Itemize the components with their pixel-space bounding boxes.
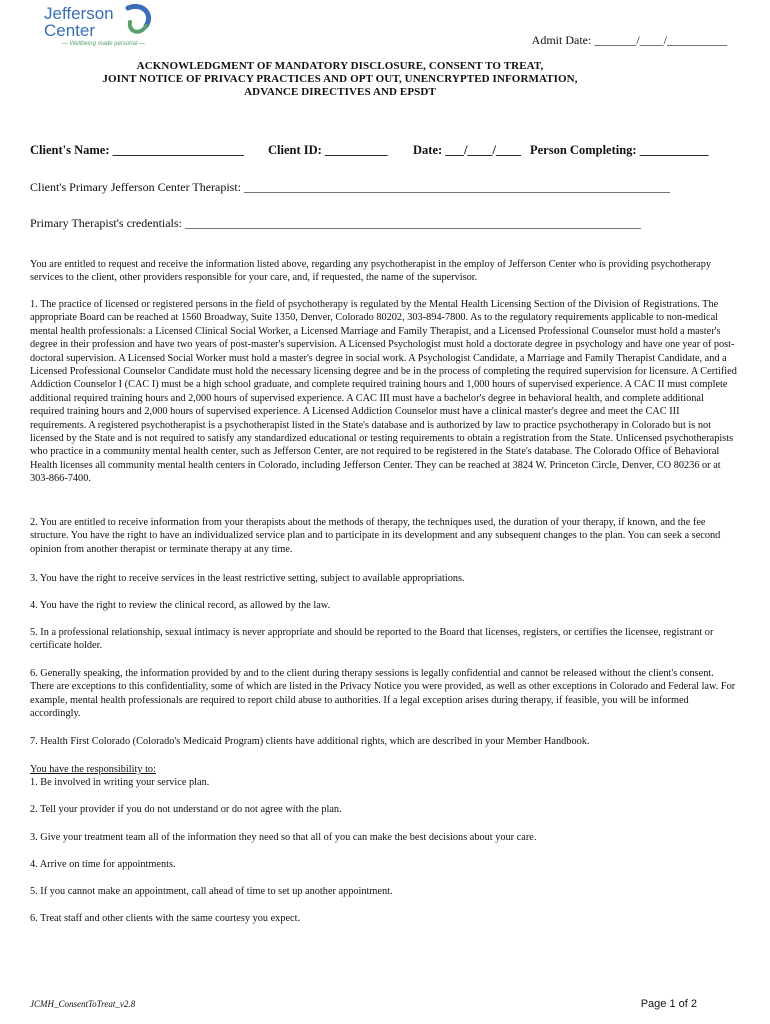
intro-paragraph: You are entitled to request and receive the information listed above, regarding any psychotherapist in the employ of Jefferson Center who is providing psychotherapy services to the client, other providers responsible for your care, and, if requested, the name of the supervisor.	[30, 259, 712, 284]
responsibility-item-4: 4. Arrive on time for appointments.	[30, 859, 176, 870]
therapist-credentials-field[interactable]: Primary Therapist's credentials: ____________________________________________________________________________	[30, 216, 641, 230]
disclosure-item-7: 7. Health First Colorado (Colorado's Medicaid Program) clients have additional rights, which are described in your Member Handbook.	[30, 736, 590, 747]
page-number: Page 1 of 2	[640, 998, 697, 1010]
client-name-field[interactable]: Client's Name: _____________________	[30, 143, 244, 157]
logo-word-1: Jefferson	[44, 4, 114, 23]
responsibility-item-2: 2. Tell your provider if you do not understand or do not agree with the plan.	[30, 804, 342, 815]
date-field[interactable]: Date: ___/____/____	[413, 143, 521, 157]
responsibility-item-5: 5. If you cannot make an appointment, call ahead of time to set up another appointment.	[30, 886, 393, 897]
logo-tagline: — Wellbeing made personal —	[62, 41, 145, 47]
title-line: ACKNOWLEDGMENT OF MANDATORY DISCLOSURE, CONSENT TO TREAT,	[136, 60, 544, 72]
admit-date-field[interactable]: Admit Date: _______/____/__________	[531, 33, 727, 47]
responsibility-heading: You have the responsibility to:	[30, 764, 156, 775]
title-line: JOINT NOTICE OF PRIVACY PRACTICES AND OPT OUT, UNENCRYPTED INFORMATION,	[102, 73, 578, 85]
client-id-field[interactable]: Client ID: __________	[268, 143, 388, 157]
disclosure-item-3: 3. You have the right to receive services in the least restrictive setting, subject to available appropriations.	[30, 573, 465, 584]
logo-word-2: Center	[44, 21, 96, 40]
disclosure-item-4: 4. You have the right to review the clinical record, as allowed by the law.	[30, 600, 331, 611]
person-completing-field[interactable]: Person Completing: ___________	[530, 143, 709, 157]
responsibility-item-1: 1. Be involved in writing your service plan.	[30, 777, 210, 788]
disclosure-item-2: 2. You are entitled to receive information from your therapists about the methods of therapy, the techniques used, the duration of your therapy, if known, and the fee structure. You have the right to have an individualized service plan and to participate in its development and any subsequent changes to the plan. You can seek a second opinion from another therapist or terminate therapy at any time.	[30, 517, 721, 555]
jefferson-center-logo	[40, 4, 160, 52]
disclosure-item-6: 6. Generally speaking, the information provided by and to the client during therapy sessions is legally confidential and cannot be released without the client's consent. There are exceptions to this confidentiality, some of which are listed in the Privacy Notice you were provided, as well as other exceptions in Colorado and Federal law. For example, mental health professionals are required to report child abuse to authorities. If a legal exception arises during therapy, if feasible, you will be informed accordingly.	[30, 668, 736, 720]
title-line: ADVANCE DIRECTIVES AND EPSDT	[244, 86, 436, 98]
responsibility-item-6: 6. Treat staff and other clients with the same courtesy you expect.	[30, 913, 301, 924]
disclosure-item-1: 1. The practice of licensed or registered persons in the field of psychotherapy is regulated by the Mental Health Licensing Section of the Division of Registrations. The appropriate Board can be reached at 1560 Broadway, Suite 1350, Denver, Colorado 80202, 303-894-7800. As to the regulatory requirements applicable to non-medical mental health professionals: a Licensed Clinical Social Worker, a Licensed Marriage and Family Therapist, and a Licensed Professional Counselor must hold a master's degree in their profession and have two years of post-master's supervision. A Licensed Psychologist must hold a doctorate degree in psychology and have one year of post-doctoral supervision. A Licensed Social Worker must hold a master's degree in social work. A Psychologist Candidate, a Marriage and Family Therapist Candidate, and a Licensed Professional Counselor Candidate must hold the necessary licensing degree and be in the process of completing the required supervision for licensure. A Certified Addiction Counselor I (CAC I) must be a high school graduate, and complete required training hours and 1,000 hours of supervised experience. A CAC II must complete additional required training hours and 2,000 hours of supervised experience. A CAC III must have a bachelor's degree in behavioral health, and complete additional required training hours and 2,000 hours of supervised experience. A Licensed Addiction Counselor must have a clinical master's degree and meet the CAC III requirements. A registered psychotherapist is a psychotherapist listed in the State's database and is authorized by law to practice psychotherapy in Colorado but is not licensed by the State and is not required to satisfy any standardized educational or testing requirements to obtain a registration from the State. Unlicensed psychotherapists who practice in a community mental health center, such as Jefferson Center, are not required to be registered in the State's database. The Colorado Office of Behavioral Health licenses all community mental health centers in Colorado, including Jefferson Center. They can be reached at 3824 W. Princeton Circle, Denver, CO 80236 or at 303-866-7400.	[30, 299, 737, 485]
responsibility-item-3: 3. Give your treatment team all of the information they need so that all of you can make the best decisions about your care.	[30, 832, 537, 843]
document-id: JCMH_ConsentToTreat_v2.8	[30, 999, 136, 1009]
primary-therapist-field[interactable]: Client's Primary Jefferson Center Therapist: _______________________________________________________________________	[30, 180, 671, 194]
document-title	[60, 60, 620, 99]
disclosure-item-5: 5. In a professional relationship, sexual intimacy is never appropriate and should be reported to the Board that licenses, registers, or certifies the licensee, registrant or certificate holder.	[30, 627, 714, 652]
logo-swirl-icon	[122, 4, 154, 38]
